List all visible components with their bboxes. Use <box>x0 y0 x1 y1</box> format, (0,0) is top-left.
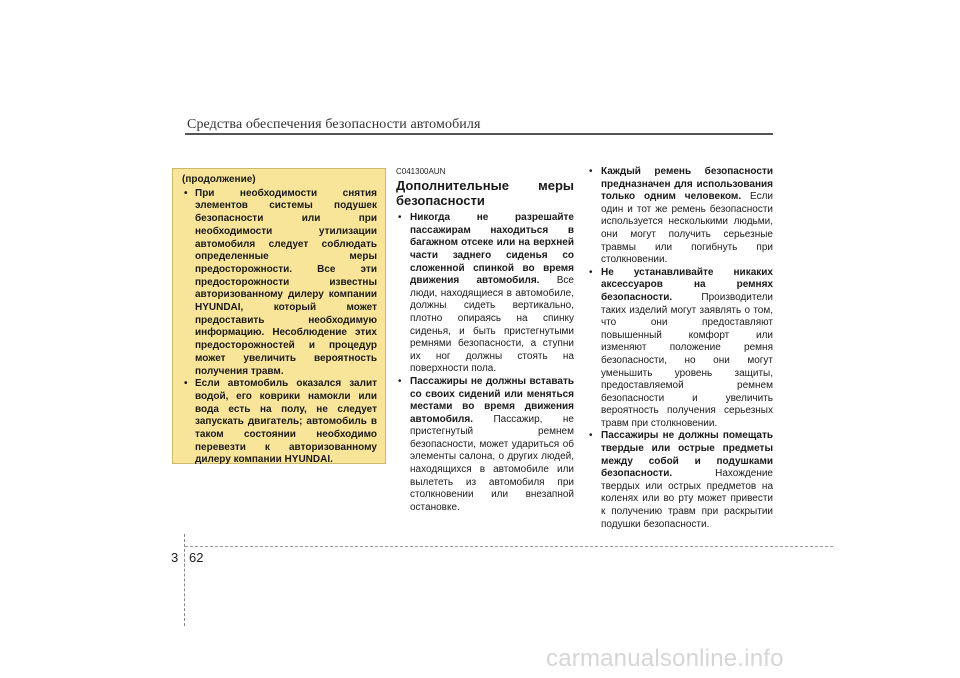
section-heading: Дополнительные меры безопасности <box>396 178 574 208</box>
list-item <box>396 376 574 515</box>
safety-list-middle <box>396 212 574 514</box>
list-item-text: Пассажир, не пристегнутый ремнем безопасности, может удариться об элементы салона, о других людей, находящихся в автомобиле или вылететь из автомобиля при столкновении или внезапной остановке. <box>410 413 574 513</box>
warning-continued-label: (продолжение) <box>182 174 256 185</box>
list-item-text: Производители таких изделий могут заявлять о том, что они предоставляют повышенный комфорт или изменяют положение ремня безопасности, но они могут уменьшить уровень защиты, предоставляемой ремнем безопасности и увеличить вероятность получения серьезных травм при столкновении. <box>601 291 773 429</box>
footer-divider <box>185 546 833 547</box>
safety-list-right <box>587 166 773 531</box>
list-item <box>587 166 773 267</box>
list-item-bold: Пассажиры не должны помещать твердые или острые предметы между собой и подушками безопасности. <box>601 430 773 480</box>
list-item-text: Если один и тот же ремень безопасности используется несколькими людьми, они могут получить серьезные травмы или погибнуть при столкновении. <box>601 191 774 266</box>
page-number-divider <box>184 534 185 626</box>
list-item <box>587 430 773 531</box>
section-code: C041300AUN <box>396 167 446 176</box>
page-header-title: Средства обеспечения безопасности автомобиля <box>187 117 481 132</box>
watermark: carmanualsonline.info <box>546 645 784 672</box>
text-column-right <box>587 166 773 531</box>
list-item-text: Все люди, находящиеся в автомобиле, должны сидеть вертикально, плотно опираясь на спинку сиденья, и быть пристегнутыми ремнями безопасности, а ступни их ног должны стоять на поверхности пола. <box>410 275 574 375</box>
list-item <box>396 212 574 376</box>
section-number: 3 <box>171 550 179 565</box>
list-item-text: Нахождение твердых или острых предметов на коленях или во рту может привести к получению травм при раскрытии подушки безопасности. <box>601 468 773 530</box>
list-item-bold: Не устанавливайте никаких аксессуаров на ремнях безопасности. <box>601 266 773 303</box>
list-item-bold: Каждый ремень безопасности предназначен для использования только одним человеком. <box>601 166 773 203</box>
text-column-middle <box>396 166 574 514</box>
header-divider <box>185 133 773 135</box>
list-item <box>587 267 773 431</box>
list-item-bold: Пассажиры не должны вставать со своих сидений или меняться местами во время движения автомобиля. <box>410 375 574 425</box>
warning-box <box>172 168 386 464</box>
page-number: 62 <box>189 550 204 565</box>
warning-list <box>182 188 377 467</box>
warning-item: • Если автомобиль оказался залит водой, его коврики намокли или вода есть на полу, не следует запускать двигатель; автомобиль в таком состоянии необходимо перевезти к авторизованному дилеру компании HYUNDAI. <box>182 378 377 467</box>
warning-item: • При необходимости снятия элементов системы подушек безопасности или при необходимости утилизации автомобиля следует соблюдать определенные меры предосторожности. Все эти предосторожности известны авторизованному дилеру компании HYUNDAI, который может предоставить необходимую информацию. Несоблюдение этих предосторожностей и процедур может увеличить вероятность получения травм. <box>182 188 377 379</box>
list-item-bold: Никогда не разрешайте пассажирам находиться в багажном отсеке или на верхней части заднего сиденья со сложенной спинкой во время движения автомобиля. <box>410 212 574 287</box>
